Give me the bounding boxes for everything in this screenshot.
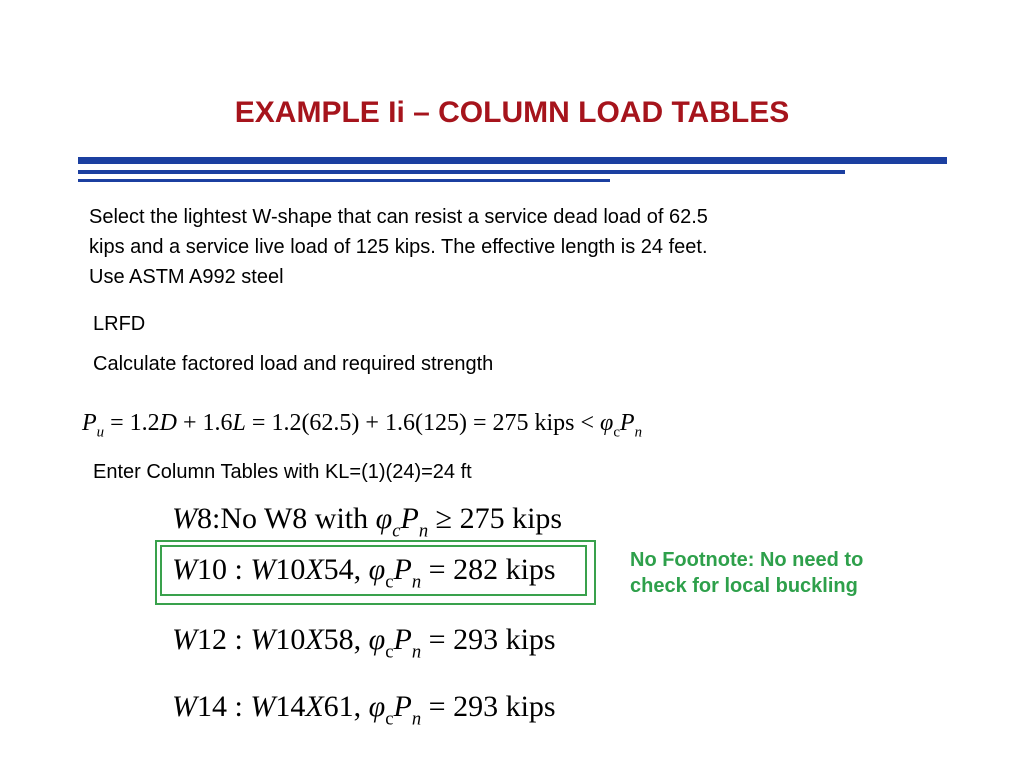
opt-P-sub: n [411,708,422,730]
opt-group-num: 8 [197,502,212,535]
opt-P-sub: n [418,520,429,542]
opt-shape-x: X [305,690,324,723]
opt-phi: φ [368,553,386,586]
problem-line-1: Select the lightest W-shape that can resist a service dead load of 62.5 [89,206,708,228]
opt-shape-a: 10 [275,553,306,586]
opt-sep: : [227,553,251,586]
option-w14 [172,690,556,730]
eq-L: L [232,410,246,436]
note-line-2: check for local buckling [630,575,858,597]
problem-line-3: Use ASTM A992 steel [89,266,284,288]
slide-title: EXAMPLE Ii – COLUMN LOAD TABLES [234,96,790,129]
opt-shape-x: X [305,553,324,586]
opt-P-sub: n [411,571,422,593]
title-rule-1 [78,157,947,164]
opt-rel: = 293 kips [421,690,556,723]
step-factored-load: Calculate factored load and required strength [93,353,494,375]
factored-load-equation [82,410,642,442]
opt-shape-a: 10 [275,623,306,656]
method-label: LRFD [93,313,146,335]
opt-sep: : [227,690,251,723]
opt-shape-w: W [250,553,276,586]
opt-shape-w: W [250,623,276,656]
eq-P2: P [619,410,635,436]
opt-group-num: 12 [197,623,227,656]
opt-P: P [393,690,412,723]
note-line-1: No Footnote: No need to [630,549,864,571]
step-enter-tables: Enter Column Tables with KL=(1)(24)=24 ft [93,461,472,483]
eq-n-sub: n [634,424,643,441]
opt-desc: No W8 with [220,502,376,535]
opt-phi-sub: c [385,641,394,663]
opt-group-num: 14 [197,690,227,723]
eq-phi-sub: c [613,424,620,441]
opt-shape-x: X [305,623,324,656]
eq-part-2: + 1.6 [177,410,233,436]
opt-shape-w: W [250,690,276,723]
opt-shape-b: 54, [323,553,369,586]
eq-part-3: = 1.2(62.5) + 1.6(125) = 275 kips < [245,410,601,436]
eq-part-1: = 1.2 [104,410,160,436]
title-rule-2 [78,170,845,174]
opt-phi: φ [368,623,386,656]
opt-P: P [393,623,412,656]
opt-group: W [172,502,197,535]
opt-phi: φ [375,502,393,535]
option-w10 [172,553,556,593]
local-buckling-note [630,547,863,599]
opt-P-sub: n [411,641,422,663]
opt-sep: : [212,502,221,535]
option-w12 [172,623,556,663]
opt-sep: : [227,623,251,656]
opt-shape-b: 61, [323,690,369,723]
problem-statement [89,202,969,292]
opt-shape-a: 14 [275,690,306,723]
opt-group-num: 10 [197,553,227,586]
eq-phi: φ [600,410,614,436]
opt-shape-b: 58, [323,623,369,656]
opt-phi-sub: c [385,571,394,593]
eq-P: P [82,410,97,436]
opt-rel: = 282 kips [421,553,556,586]
opt-rel: ≥ 275 kips [428,502,563,535]
opt-group: W [172,623,197,656]
opt-phi-sub: c [392,520,401,542]
opt-phi-sub: c [385,708,394,730]
opt-group: W [172,690,197,723]
eq-D: D [159,410,177,436]
title-rule-3 [78,179,610,182]
option-w8 [172,502,562,542]
opt-group: W [172,553,197,586]
problem-line-2: kips and a service live load of 125 kips. The effective length is 24 feet. [89,236,708,258]
opt-rel: = 293 kips [421,623,556,656]
eq-u-sub: u [96,424,105,441]
opt-P: P [393,553,412,586]
opt-phi: φ [368,690,386,723]
opt-P: P [400,502,419,535]
